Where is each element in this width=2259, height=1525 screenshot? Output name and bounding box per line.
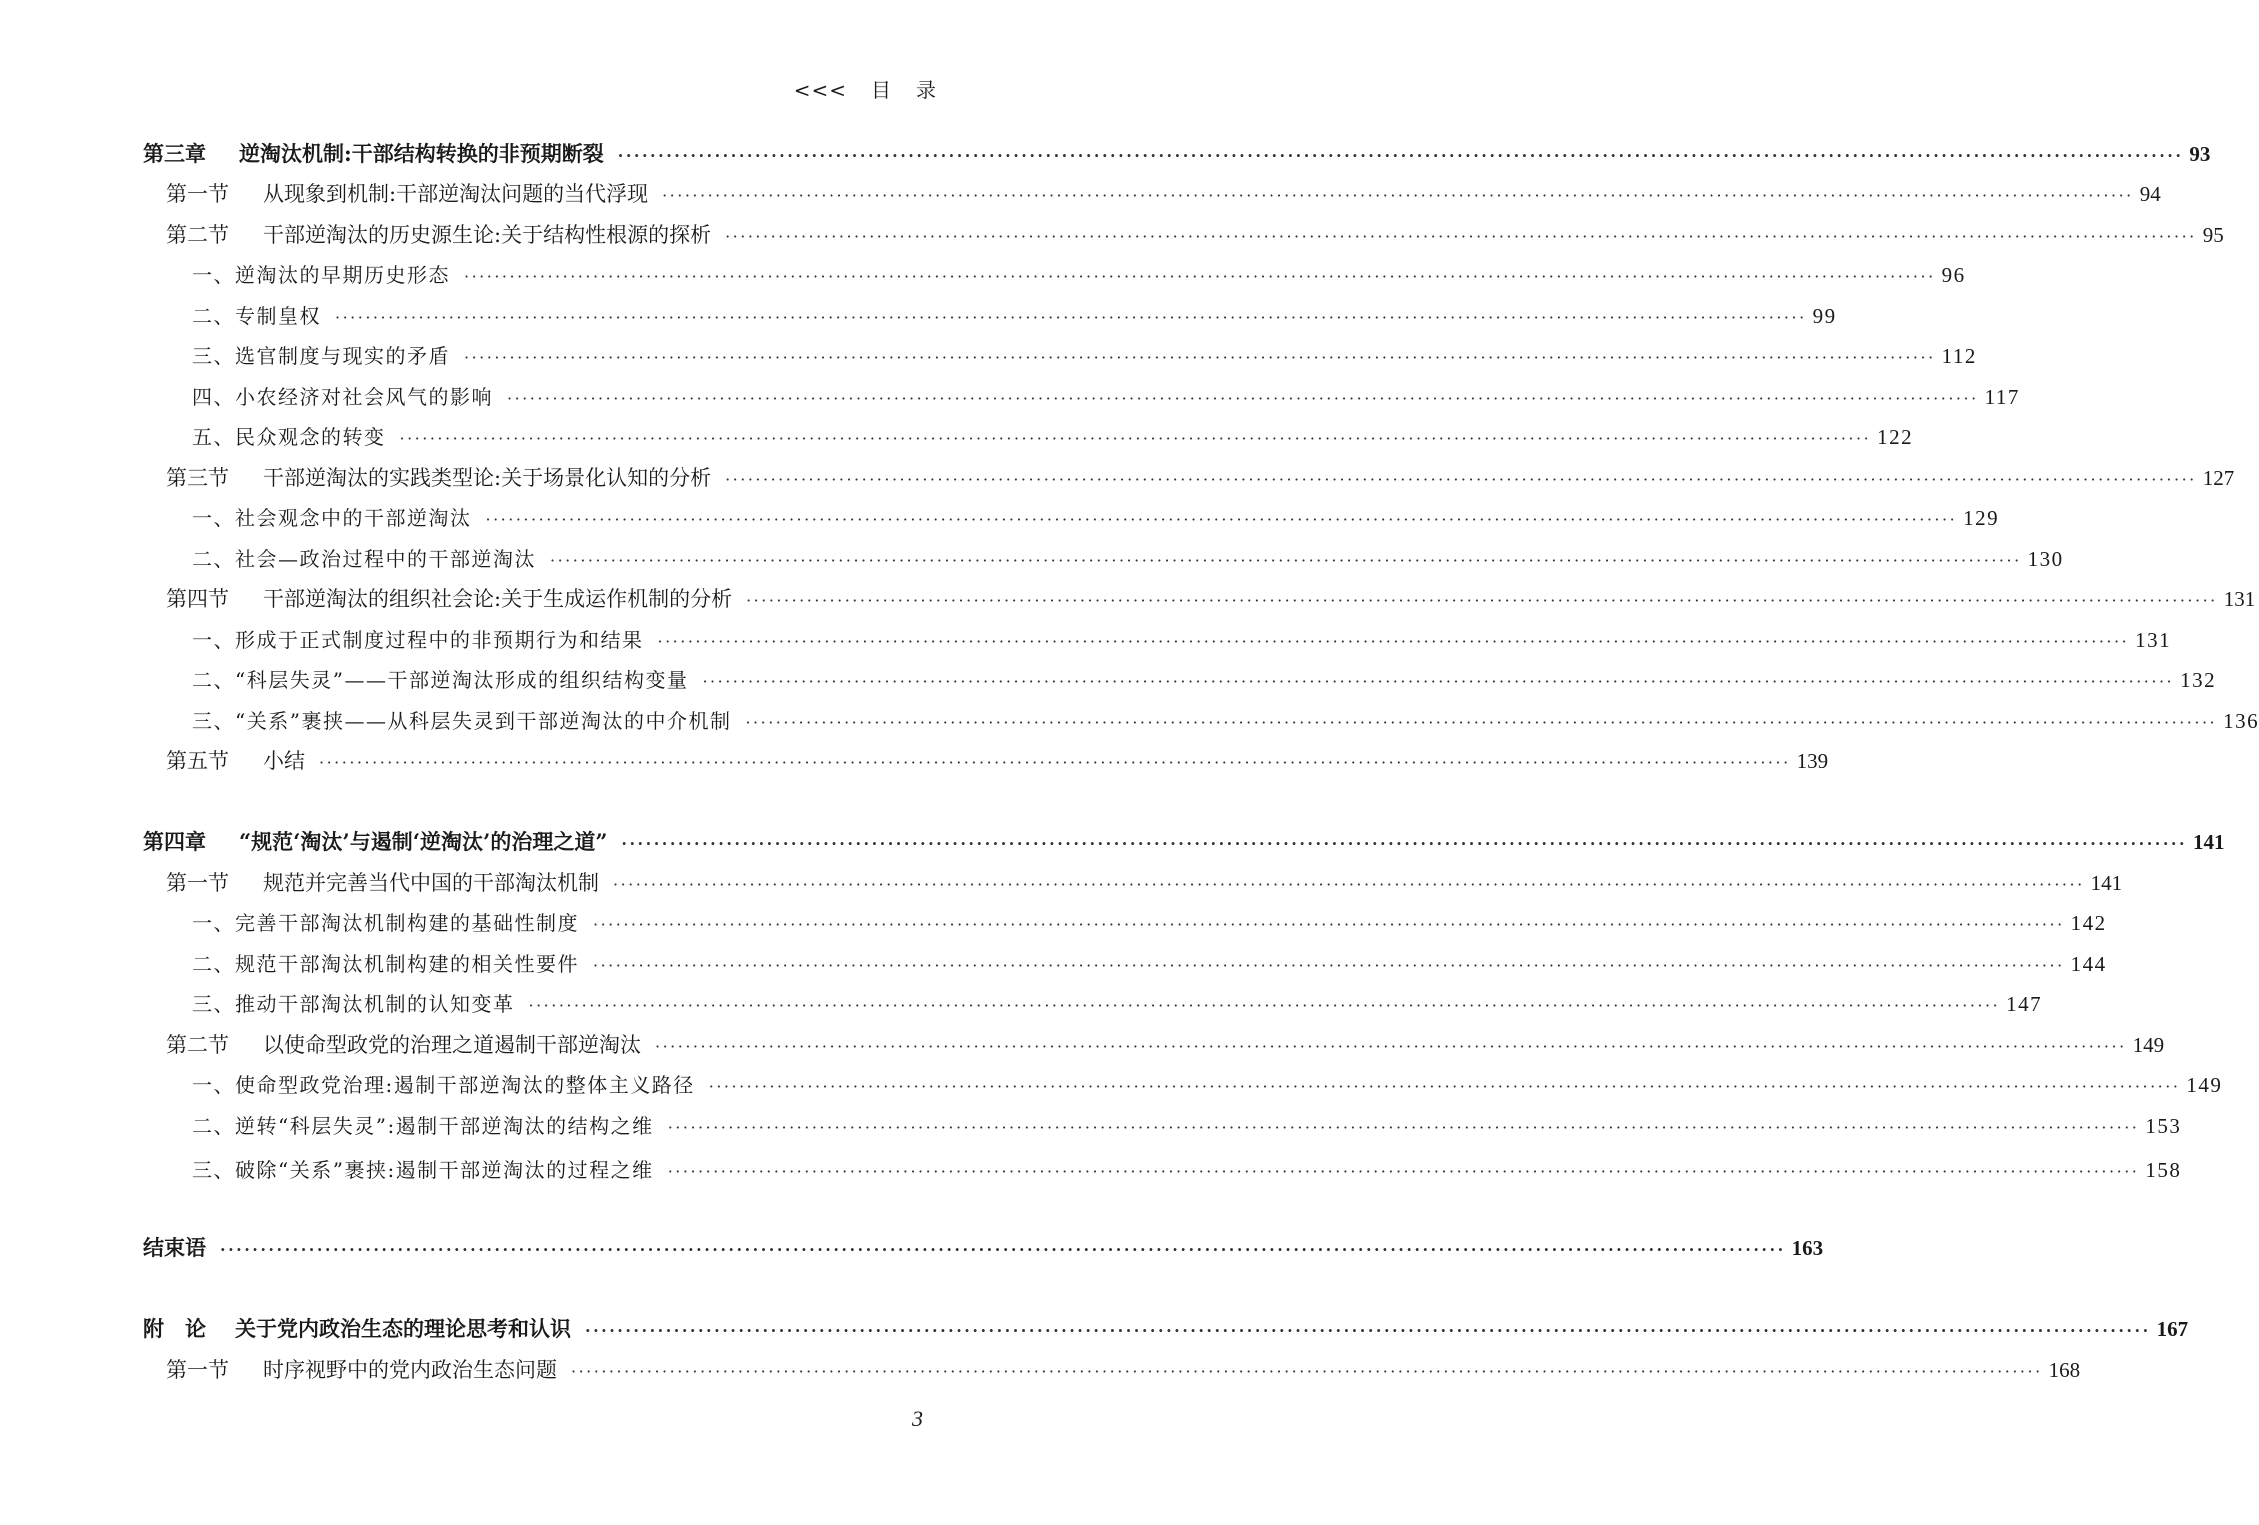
toc-entry-section[interactable] [166, 462, 2235, 496]
dot-leader [613, 875, 2085, 894]
running-head-title-b: 录 [916, 78, 937, 102]
toc-page-number: 130 [2027, 547, 2064, 571]
toc-entry-section[interactable] [166, 1354, 2081, 1388]
toc-title: 二、“科层失灵”——干部逆淘汰形成的组织结构变量 [192, 668, 689, 692]
dot-leader [571, 1362, 2043, 1381]
toc-lead: 第一节 [166, 182, 229, 206]
toc-page-number: 112 [1941, 344, 1977, 368]
toc-title: 干部逆淘汰的组织社会论:关于生成运作机制的分析 [263, 587, 733, 611]
dot-leader [709, 1077, 2181, 1096]
toc-entry-section[interactable] [166, 867, 2123, 901]
toc-page-number: 95 [2202, 223, 2224, 247]
toc-page-number: 167 [2156, 1317, 2189, 1341]
toc-title: 逆淘汰机制:干部结构转换的非预期断裂 [239, 141, 604, 166]
toc-title: 从现象到机制:干部逆淘汰问题的当代浮现 [263, 182, 649, 206]
toc-entry-item[interactable] [192, 664, 2217, 698]
toc-lead: 第五节 [166, 749, 229, 773]
toc-entry-item[interactable] [192, 543, 2064, 577]
toc-entry-item[interactable] [192, 988, 2043, 1022]
toc-lead: 附 论 [143, 1316, 206, 1341]
toc-entry-section[interactable] [166, 1029, 2165, 1063]
toc-entry-section[interactable] [166, 583, 2256, 617]
toc-page-number: 141 [2193, 830, 2225, 854]
dot-leader [658, 632, 2130, 651]
toc-entry-item[interactable] [192, 1154, 2182, 1188]
toc-page-number: 153 [2145, 1114, 2182, 1138]
dot-leader [668, 1118, 2140, 1137]
dot-leader [550, 551, 2022, 570]
toc-page-number: 131 [2135, 628, 2172, 652]
toc-page-number: 139 [1796, 749, 1829, 773]
toc-entry-item[interactable] [192, 259, 1966, 293]
toc-page-number: 131 [2223, 587, 2256, 611]
dot-leader [746, 591, 2218, 610]
toc-title: 一、形成于正式制度过程中的非预期行为和结果 [192, 628, 644, 652]
toc-entry-section[interactable] [166, 219, 2224, 253]
toc-title: 一、完善干部淘汰机制构建的基础性制度 [192, 911, 579, 935]
toc-entry-item[interactable] [192, 300, 1837, 334]
toc-page-number: 149 [2186, 1073, 2223, 1097]
toc-page-number: 94 [2139, 182, 2161, 206]
dot-leader [464, 348, 1936, 367]
toc-entry-section[interactable] [166, 745, 1829, 779]
dot-leader [618, 146, 2184, 165]
toc-page-number: 149 [2132, 1033, 2165, 1057]
toc-title: 五、民众观念的转变 [192, 425, 386, 449]
toc-page-number: 147 [2006, 992, 2043, 1016]
toc-page-number: 144 [2070, 952, 2107, 976]
toc-lead: 第一节 [166, 871, 229, 895]
toc-page-number: 96 [1941, 263, 1966, 287]
toc-entry-item[interactable] [192, 381, 2020, 415]
toc-lead: 第一节 [166, 1358, 229, 1382]
toc-title: 一、社会观念中的干部逆淘汰 [192, 506, 472, 530]
dot-leader [725, 470, 2197, 489]
toc-lead: 第二节 [166, 1033, 229, 1057]
toc-page-number: 168 [2048, 1358, 2081, 1382]
page-number-folio: 3 [912, 1406, 923, 1431]
toc-title: 四、小农经济对社会风气的影响 [192, 385, 493, 409]
toc-title: 一、逆淘汰的早期历史形态 [192, 263, 450, 287]
toc-title: “规范‘淘汰’与遏制‘逆淘汰’的治理之道” [239, 829, 608, 854]
dot-leader [662, 186, 2134, 205]
toc-entry-item[interactable] [192, 624, 2172, 658]
toc-entry-chapter-3[interactable] [143, 138, 2211, 172]
toc-page-number: 93 [2189, 142, 2211, 166]
toc-title: 三、“关系”裹挟——从科层失灵到干部逆淘汰的中介机制 [192, 709, 732, 733]
toc-page-number: 141 [2090, 871, 2123, 895]
toc-title: 三、推动干部淘汰机制的认知变革 [192, 992, 515, 1016]
toc-lead: 第四节 [166, 587, 229, 611]
toc-page-number: 132 [2180, 668, 2217, 692]
toc-page-number: 99 [1812, 304, 1837, 328]
toc-page-number: 163 [1791, 1236, 1824, 1260]
toc-entry-section[interactable] [166, 178, 2161, 212]
toc-title: 关于党内政治生态的理论思考和认识 [235, 1316, 571, 1341]
dot-leader [725, 227, 2197, 246]
toc-title: 以使命型政党的治理之道遏制干部逆淘汰 [263, 1033, 641, 1057]
toc-title: 三、破除“关系”裹挟:遏制干部逆淘汰的过程之维 [192, 1158, 654, 1182]
dot-leader [593, 915, 2065, 934]
toc-lead: 第三节 [166, 466, 229, 490]
running-head-arrows: <<< [793, 78, 847, 102]
dot-leader [464, 267, 1936, 286]
toc-lead: 第三章 [143, 141, 206, 166]
toc-entry-item[interactable] [192, 907, 2107, 941]
dot-leader [745, 713, 2217, 732]
toc-page-number: 158 [2145, 1158, 2182, 1182]
running-head-title-a: 目 [871, 78, 892, 102]
toc-entry-item[interactable] [192, 1069, 2223, 1103]
toc-title: 二、社会—政治过程中的干部逆淘汰 [192, 547, 536, 571]
toc-title: 时序视野中的党内政治生态问题 [263, 1358, 557, 1382]
toc-page-number: 142 [2070, 911, 2107, 935]
dot-leader [319, 753, 1791, 772]
toc-entry-item[interactable] [192, 340, 1977, 374]
toc-title: 干部逆淘汰的实践类型论:关于场景化认知的分析 [263, 466, 712, 490]
dot-leader [585, 1321, 2151, 1340]
dot-leader [507, 389, 1979, 408]
toc-entry-conclusion[interactable] [143, 1232, 1824, 1266]
toc-entry-item[interactable] [192, 705, 2259, 739]
dot-leader [593, 956, 2065, 975]
dot-leader [486, 510, 1958, 529]
dot-leader [621, 834, 2187, 853]
toc-lead: 第四章 [143, 829, 206, 854]
toc-title: 二、专制皇权 [192, 304, 321, 328]
toc-title: 一、使命型政党治理:遏制干部逆淘汰的整体主义路径 [192, 1073, 695, 1097]
dot-leader [655, 1037, 2127, 1056]
toc-page-number: 129 [1963, 506, 2000, 530]
dot-leader [335, 308, 1807, 327]
toc-title: 干部逆淘汰的历史源生论:关于结构性根源的探析 [263, 223, 712, 247]
toc-page-number: 122 [1877, 425, 1914, 449]
dot-leader [220, 1240, 1786, 1259]
toc-title: 规范并完善当代中国的干部淘汰机制 [263, 871, 599, 895]
toc-entry-item[interactable] [192, 948, 2107, 982]
toc-title: 三、选官制度与现实的矛盾 [192, 344, 450, 368]
toc-page-number: 127 [2202, 466, 2235, 490]
toc-entry-item[interactable] [192, 421, 1914, 455]
toc-lead: 第二节 [166, 223, 229, 247]
toc-entry-item[interactable] [192, 1110, 2182, 1144]
toc-title: 小结 [263, 749, 305, 773]
toc-entry-chapter-4[interactable] [143, 826, 2225, 860]
toc-entry-item[interactable] [192, 502, 2000, 536]
toc-title: 二、逆转“科层失灵”:遏制干部逆淘汰的结构之维 [192, 1114, 654, 1138]
dot-leader [529, 996, 2001, 1015]
dot-leader [668, 1162, 2140, 1181]
toc-page-number: 136 [2223, 709, 2259, 733]
toc-title: 二、规范干部淘汰机制构建的相关性要件 [192, 952, 579, 976]
toc-page-number: 117 [1984, 385, 2020, 409]
dot-leader [702, 672, 2174, 691]
toc-title: 结束语 [143, 1235, 206, 1260]
dot-leader [400, 429, 1872, 448]
toc-entry-appendix[interactable] [143, 1313, 2189, 1347]
